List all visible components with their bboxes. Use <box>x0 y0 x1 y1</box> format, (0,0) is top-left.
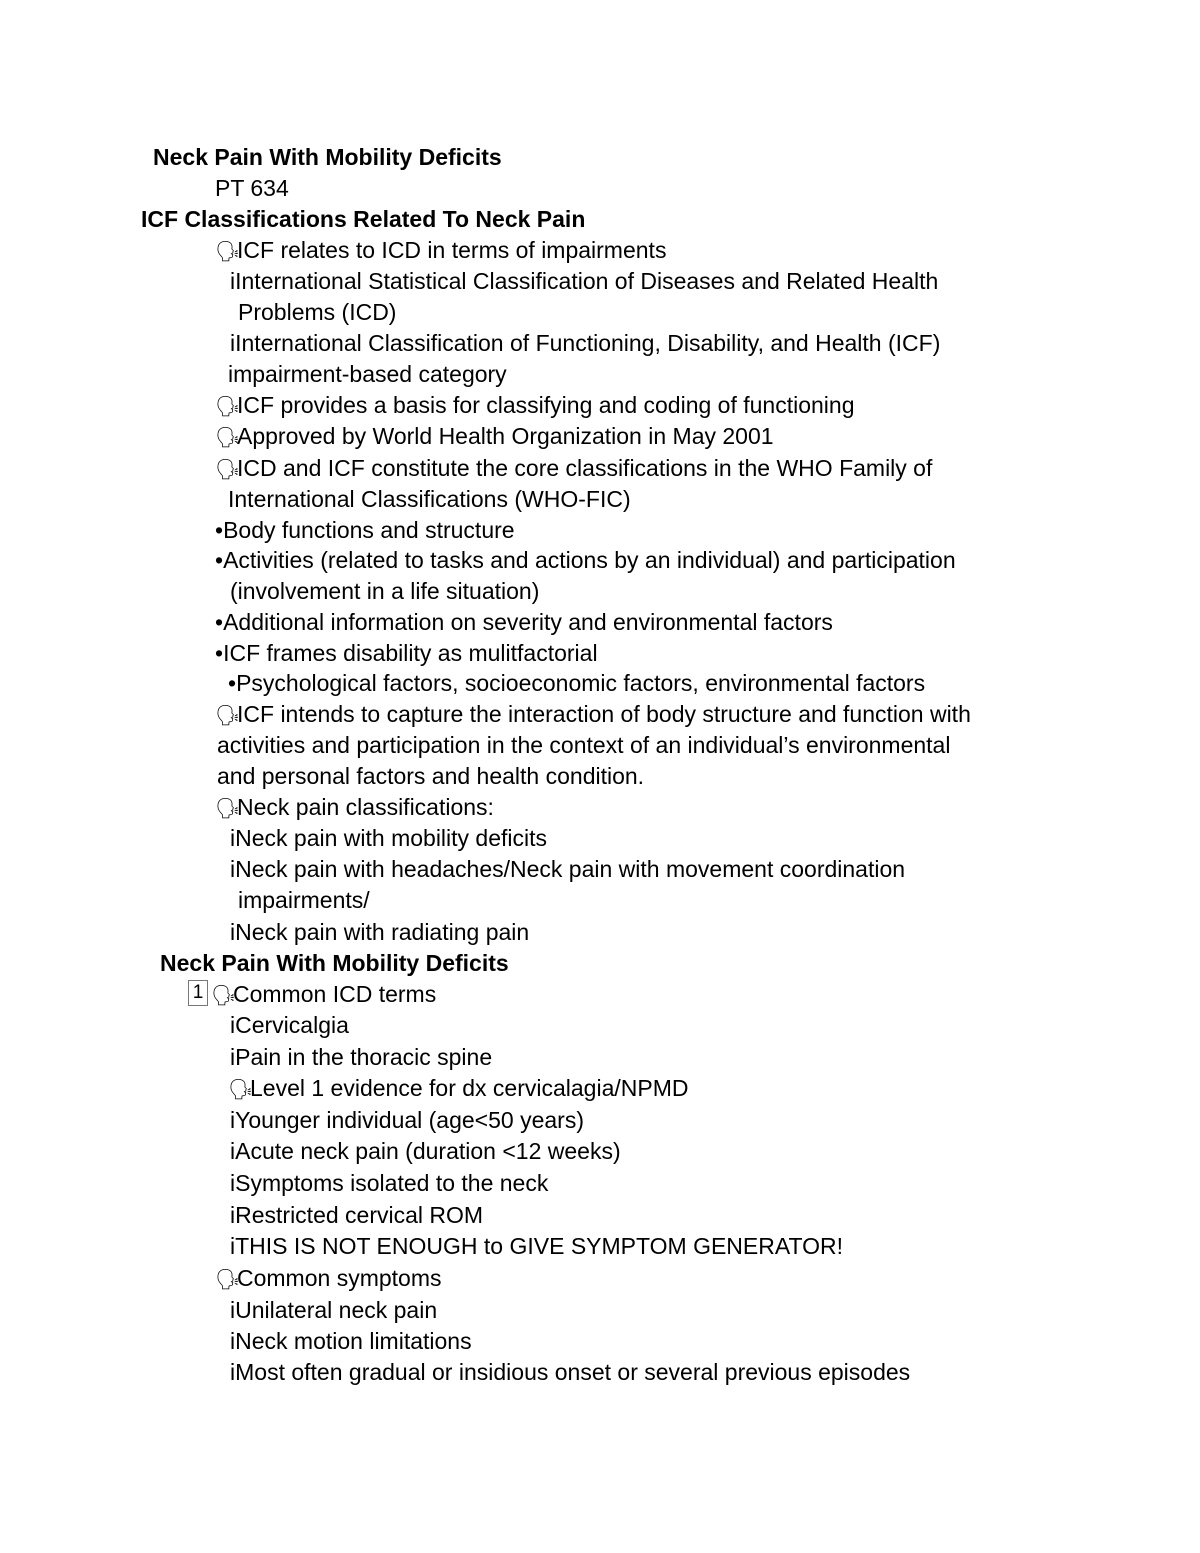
list-item: •Additional information on severity and environmental factors <box>215 609 833 635</box>
section-heading: ICF Classifications Related To Neck Pain <box>141 206 586 232</box>
list-item-continuation: and personal factors and health condition. <box>217 763 645 789</box>
list-item: iInternational Classification of Functioning, Disability, and Health (ICF) <box>230 330 941 356</box>
hollow-bullet-icon: i <box>230 1359 236 1385</box>
list-item-continuation: impairments/ <box>238 887 370 913</box>
list-item: iNeck motion limitations <box>230 1328 472 1354</box>
list-item: 🗣ICF intends to capture the interaction of body structure and function with <box>215 700 971 728</box>
list-item-continuation: impairment-based category <box>228 361 507 387</box>
dot-bullet-icon: • <box>228 670 237 696</box>
list-item: iRestricted cervical ROM <box>230 1202 484 1228</box>
list-item-continuation: (involvement in a life situation) <box>230 578 540 604</box>
speaker-bullet-icon: 🗣 <box>215 427 238 449</box>
hollow-bullet-icon: i <box>230 825 236 851</box>
speaker-bullet-icon: 🗣 <box>215 459 238 481</box>
speaker-bullet-icon: 🗣 <box>215 705 238 727</box>
list-item: iPain in the thoracic spine <box>230 1044 493 1070</box>
hollow-bullet-icon: i <box>230 1107 236 1133</box>
document-title: Neck Pain With Mobility Deficits <box>153 144 502 170</box>
speaker-bullet-icon: 🗣 <box>215 241 238 263</box>
list-item: •ICF frames disability as mulitfactorial <box>215 640 598 666</box>
list-item: •Activities (related to tasks and actions by an individual) and participation <box>215 547 956 573</box>
list-item: iNeck pain with mobility deficits <box>230 825 548 851</box>
hollow-bullet-icon: i <box>230 856 236 882</box>
course-code: PT 634 <box>215 175 289 201</box>
hollow-bullet-icon: i <box>230 1233 236 1259</box>
hollow-bullet-icon: i <box>230 1044 236 1070</box>
dot-bullet-icon: • <box>215 640 224 666</box>
list-item: •Psychological factors, socioeconomic factors, environmental factors <box>228 670 926 696</box>
list-item: 🗣Common symptoms <box>215 1264 441 1292</box>
dot-bullet-icon: • <box>215 517 224 543</box>
list-item: 🗣ICF relates to ICD in terms of impairments <box>215 236 666 264</box>
list-item-continuation: Problems (ICD) <box>238 299 397 325</box>
list-item: 🗣Level 1 evidence for dx cervicalagia/NPMD <box>228 1074 688 1102</box>
list-item-continuation: International Classifications (WHO-FIC) <box>228 486 631 512</box>
hollow-bullet-icon: i <box>230 1170 236 1196</box>
list-item: iNeck pain with headaches/Neck pain with movement coordination <box>230 856 906 882</box>
list-item: iAcute neck pain (duration <12 weeks) <box>230 1138 621 1164</box>
list-item: iInternational Statistical Classification of Diseases and Related Health <box>230 268 939 294</box>
hollow-bullet-icon: i <box>230 268 236 294</box>
list-item: iTHIS IS NOT ENOUGH to GIVE SYMPTOM GENERATOR! <box>230 1233 844 1259</box>
hollow-bullet-icon: i <box>230 1138 236 1164</box>
list-item: •Body functions and structure <box>215 517 515 543</box>
hollow-bullet-icon: i <box>230 1012 236 1038</box>
list-item: iYounger individual (age<50 years) <box>230 1107 584 1133</box>
list-item: iCervicalgia <box>230 1012 349 1038</box>
dot-bullet-icon: • <box>215 547 224 573</box>
list-item: 🗣Approved by World Health Organization in May 2001 <box>215 422 774 450</box>
hollow-bullet-icon: i <box>230 1202 236 1228</box>
list-item: iNeck pain with radiating pain <box>230 919 530 945</box>
hollow-bullet-icon: i <box>230 1297 236 1323</box>
list-item-continuation: activities and participation in the context of an individual’s environmental <box>217 732 951 758</box>
list-item: iMost often gradual or insidious onset or several previous episodes <box>230 1359 911 1385</box>
page-marker: 1 <box>188 980 208 1006</box>
list-item: 🗣ICD and ICF constitute the core classifications in the WHO Family of <box>215 454 932 482</box>
hollow-bullet-icon: i <box>230 919 236 945</box>
speaker-bullet-icon: 🗣 <box>211 985 234 1007</box>
dot-bullet-icon: • <box>215 609 224 635</box>
speaker-bullet-icon: 🗣 <box>228 1079 251 1101</box>
speaker-bullet-icon: 🗣 <box>215 798 238 820</box>
list-item: 🗣ICF provides a basis for classifying and coding of functioning <box>215 391 855 419</box>
speaker-bullet-icon: 🗣 <box>215 1269 238 1291</box>
list-item: 1 🗣Common ICD terms <box>188 980 436 1008</box>
list-item: 🗣Neck pain classifications: <box>215 793 494 821</box>
hollow-bullet-icon: i <box>230 1328 236 1354</box>
list-item: iUnilateral neck pain <box>230 1297 438 1323</box>
list-item: iSymptoms isolated to the neck <box>230 1170 549 1196</box>
hollow-bullet-icon: i <box>230 330 236 356</box>
speaker-bullet-icon: 🗣 <box>215 396 238 418</box>
section-heading: Neck Pain With Mobility Deficits <box>160 950 509 976</box>
